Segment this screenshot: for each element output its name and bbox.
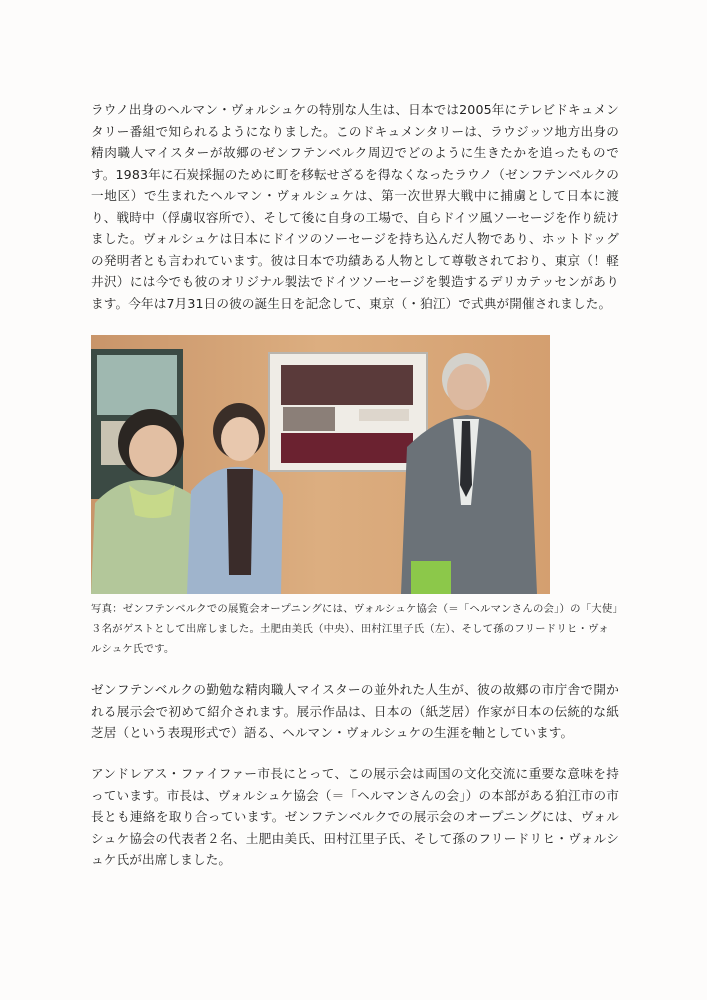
exhibition-photo xyxy=(91,335,550,594)
paragraph-intro: ラウノ出身のヘルマン・ヴォルシュケの特別な人生は、日本では2005年にテレビドキュメンタリー番組で知られるようになりました。このドキュメンタリーは、ラウジッツ地方出身の精肉職人マイスターが故郷のゼンフテンベルク周辺でどのように生きたかを追ったものです。1983年に石炭採掘のために町を移転せざるを得なくなったラウノ（ゼンフテンベルクの一地区）で生まれたヘルマン・ヴォルシュケは、第一次世界大戦中に捕虜として日本に渡り、戦時中（俘虜収容所で）、そして後に自身の工場で、自らドイツ風ソーセージを作り続けました。ヴォルシュケは日本にドイツのソーセージを持ち込んだ人物であり、ホットドッグの発明者とも言われています。彼は日本で功績ある人物として尊敬されており、東京（！軽井沢）には今でも彼のオリジナル製法でドイツソーセージを製造するデリカテッセンがあります。今年は7月31日の彼の誕生日を記念して、東京（・狛江）で式典が開催されました。 xyxy=(91,102,619,311)
paragraph-mayor: アンドレアス・ファイファー市長にとって、この展示会は両国の文化交流に重要な意味を持っています。市長は、ヴォルシュケ協会（＝「ヘルマンさんの会」）の本部がある狛江市の市長とも連絡を取り合っています。ゼンフテンベルクでの展示会のオープニングには、ヴォルシュケ協会の代表者２名、土肥由美氏、田村江里子氏、そして孫のフリードリヒ・ヴォルシュケ氏が出席しました。 xyxy=(91,766,619,867)
photo-caption: 写真：ゼンフテンベルクでの展覧会オープニングには、ヴォルシュケ協会（＝「ヘルマンさんの会」）の「大使」３名がゲストとして出席しました。土肥由美氏（中央）、田村江里子氏（左）、そして孫のフリードリヒ・ヴォルシュケ氏です。 xyxy=(91,603,618,655)
paragraph-exhibition: ゼンフテンベルクの勤勉な精肉職人マイスターの並外れた人生が、彼の故郷の市庁舎で開かれる展示会で初めて紹介されます。展示作品は、日本の（紙芝居）作家が日本の伝統的な紙芝居（という表現形式で）語る、ヘルマン・ヴォルシュケの生涯を軸としています。 xyxy=(91,682,619,740)
